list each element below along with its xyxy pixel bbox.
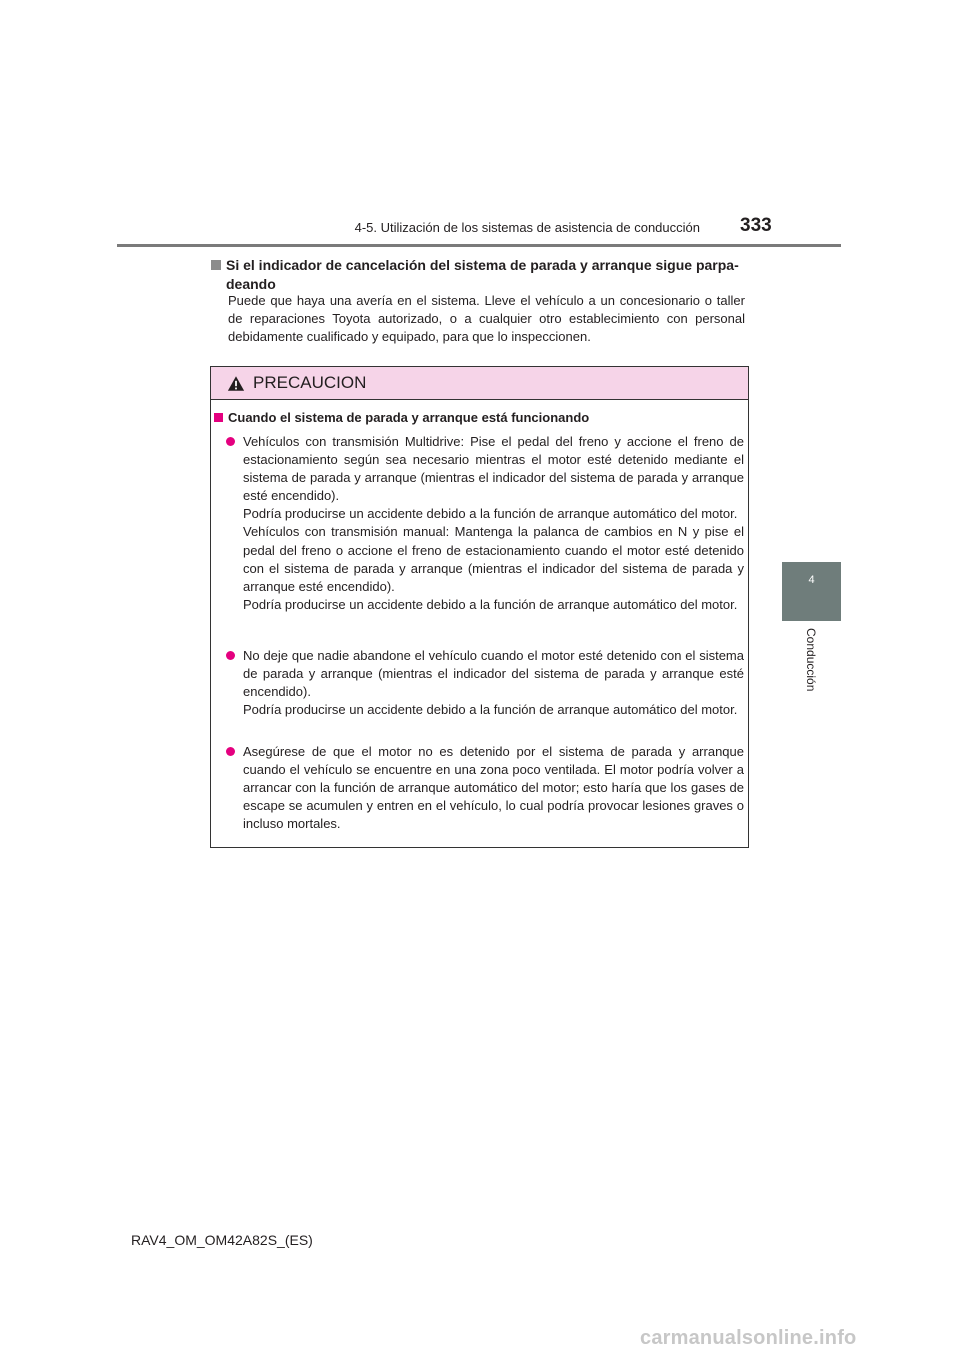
caution-header bbox=[211, 367, 748, 400]
section-body-text: Puede que haya una avería en el sistema. Lleve el vehículo a un concesionario o taller de reparaciones Toyota autorizado, o a cualquier otro establecimiento con personal debidamente cualificado y equipado, para que lo inspeccionen. bbox=[228, 293, 745, 344]
section-subheading bbox=[211, 256, 756, 294]
bullet-2-paragraph-1: No deje que nadie abandone el vehículo cuando el motor esté detenido con el sistema de parada y arranque (mientras el indicador del sistema de parada y arranque esté encendido). bbox=[243, 648, 744, 700]
caution-subheading-text: Cuando el sistema de parada y arranque está funcionando bbox=[228, 410, 590, 425]
warning-triangle-icon bbox=[227, 375, 245, 392]
caution-bullet-3 bbox=[226, 743, 744, 833]
bullet-dot-icon bbox=[226, 651, 235, 660]
document-code: RAV4_OM_OM42A82S_(ES) bbox=[131, 1232, 313, 1248]
caution-box bbox=[210, 366, 749, 848]
bullet-1-paragraph-3: Vehículos con transmisión manual: Mantenga la palanca de cambios en N y pise el pedal del freno o accione el freno de estacionamiento cuando el motor esté detenido con el sistema de parada y arranque (mientras el indicador del sistema de parada y arranque esté encendido). bbox=[243, 524, 744, 594]
caution-title: PRECAUCION bbox=[253, 373, 367, 392]
caution-bullet-2 bbox=[226, 647, 744, 719]
bullet-2-paragraph-2: Podría producirse un accidente debido a la función de arranque automático del motor. bbox=[243, 702, 738, 718]
bullet-dot-icon bbox=[226, 437, 235, 446]
bullet-1-paragraph-2: Podría producirse un accidente debido a la función de arranque automático del motor. bbox=[243, 506, 738, 522]
bullet-3-paragraph-1: Asegúrese de que el motor no es detenido por el sistema de parada y arranque cuando el vehículo se encuentre en una zona poco ventilada. El motor podría volver a arrancar con la función de arranque automático del motor; esto haría que los gases de escape se acumulen y entren en el vehículo, lo cual podría provocar lesiones graves o incluso mortales. bbox=[243, 744, 744, 832]
chapter-number: 4 bbox=[808, 574, 815, 586]
bullet-dot-icon bbox=[226, 747, 235, 756]
page-number: 333 bbox=[740, 215, 772, 236]
bullet-1-paragraph-1: Vehículos con transmisión Multidrive: Pise el pedal del freno y accione el freno de estacionamiento según sea necesario mientras el motor esté detenido mediante el sistema de parada y arranque (mientras el indicador del sistema de parada y arranque esté encendido). bbox=[243, 434, 744, 504]
caution-bullet-1 bbox=[226, 433, 744, 614]
bullet-1-paragraph-4: Podría producirse un accidente debido a la función de arranque automático del motor. bbox=[243, 596, 738, 612]
subheading-line2: deando bbox=[226, 276, 276, 292]
caution-subheading bbox=[214, 410, 589, 425]
subheading-line1: Si el indicador de cancelación del sistema de parada y arranque sigue parpa- bbox=[226, 257, 739, 273]
square-bullet-icon bbox=[214, 413, 223, 422]
section-header: 4-5. Utilización de los sistemas de asistencia de conducción bbox=[354, 220, 700, 235]
header-divider bbox=[117, 244, 841, 247]
chapter-tab[interactable] bbox=[782, 562, 841, 621]
chapter-label: Conducción bbox=[804, 628, 818, 692]
watermark: carmanualsonline.info bbox=[640, 1327, 857, 1349]
square-bullet-icon bbox=[211, 260, 221, 270]
